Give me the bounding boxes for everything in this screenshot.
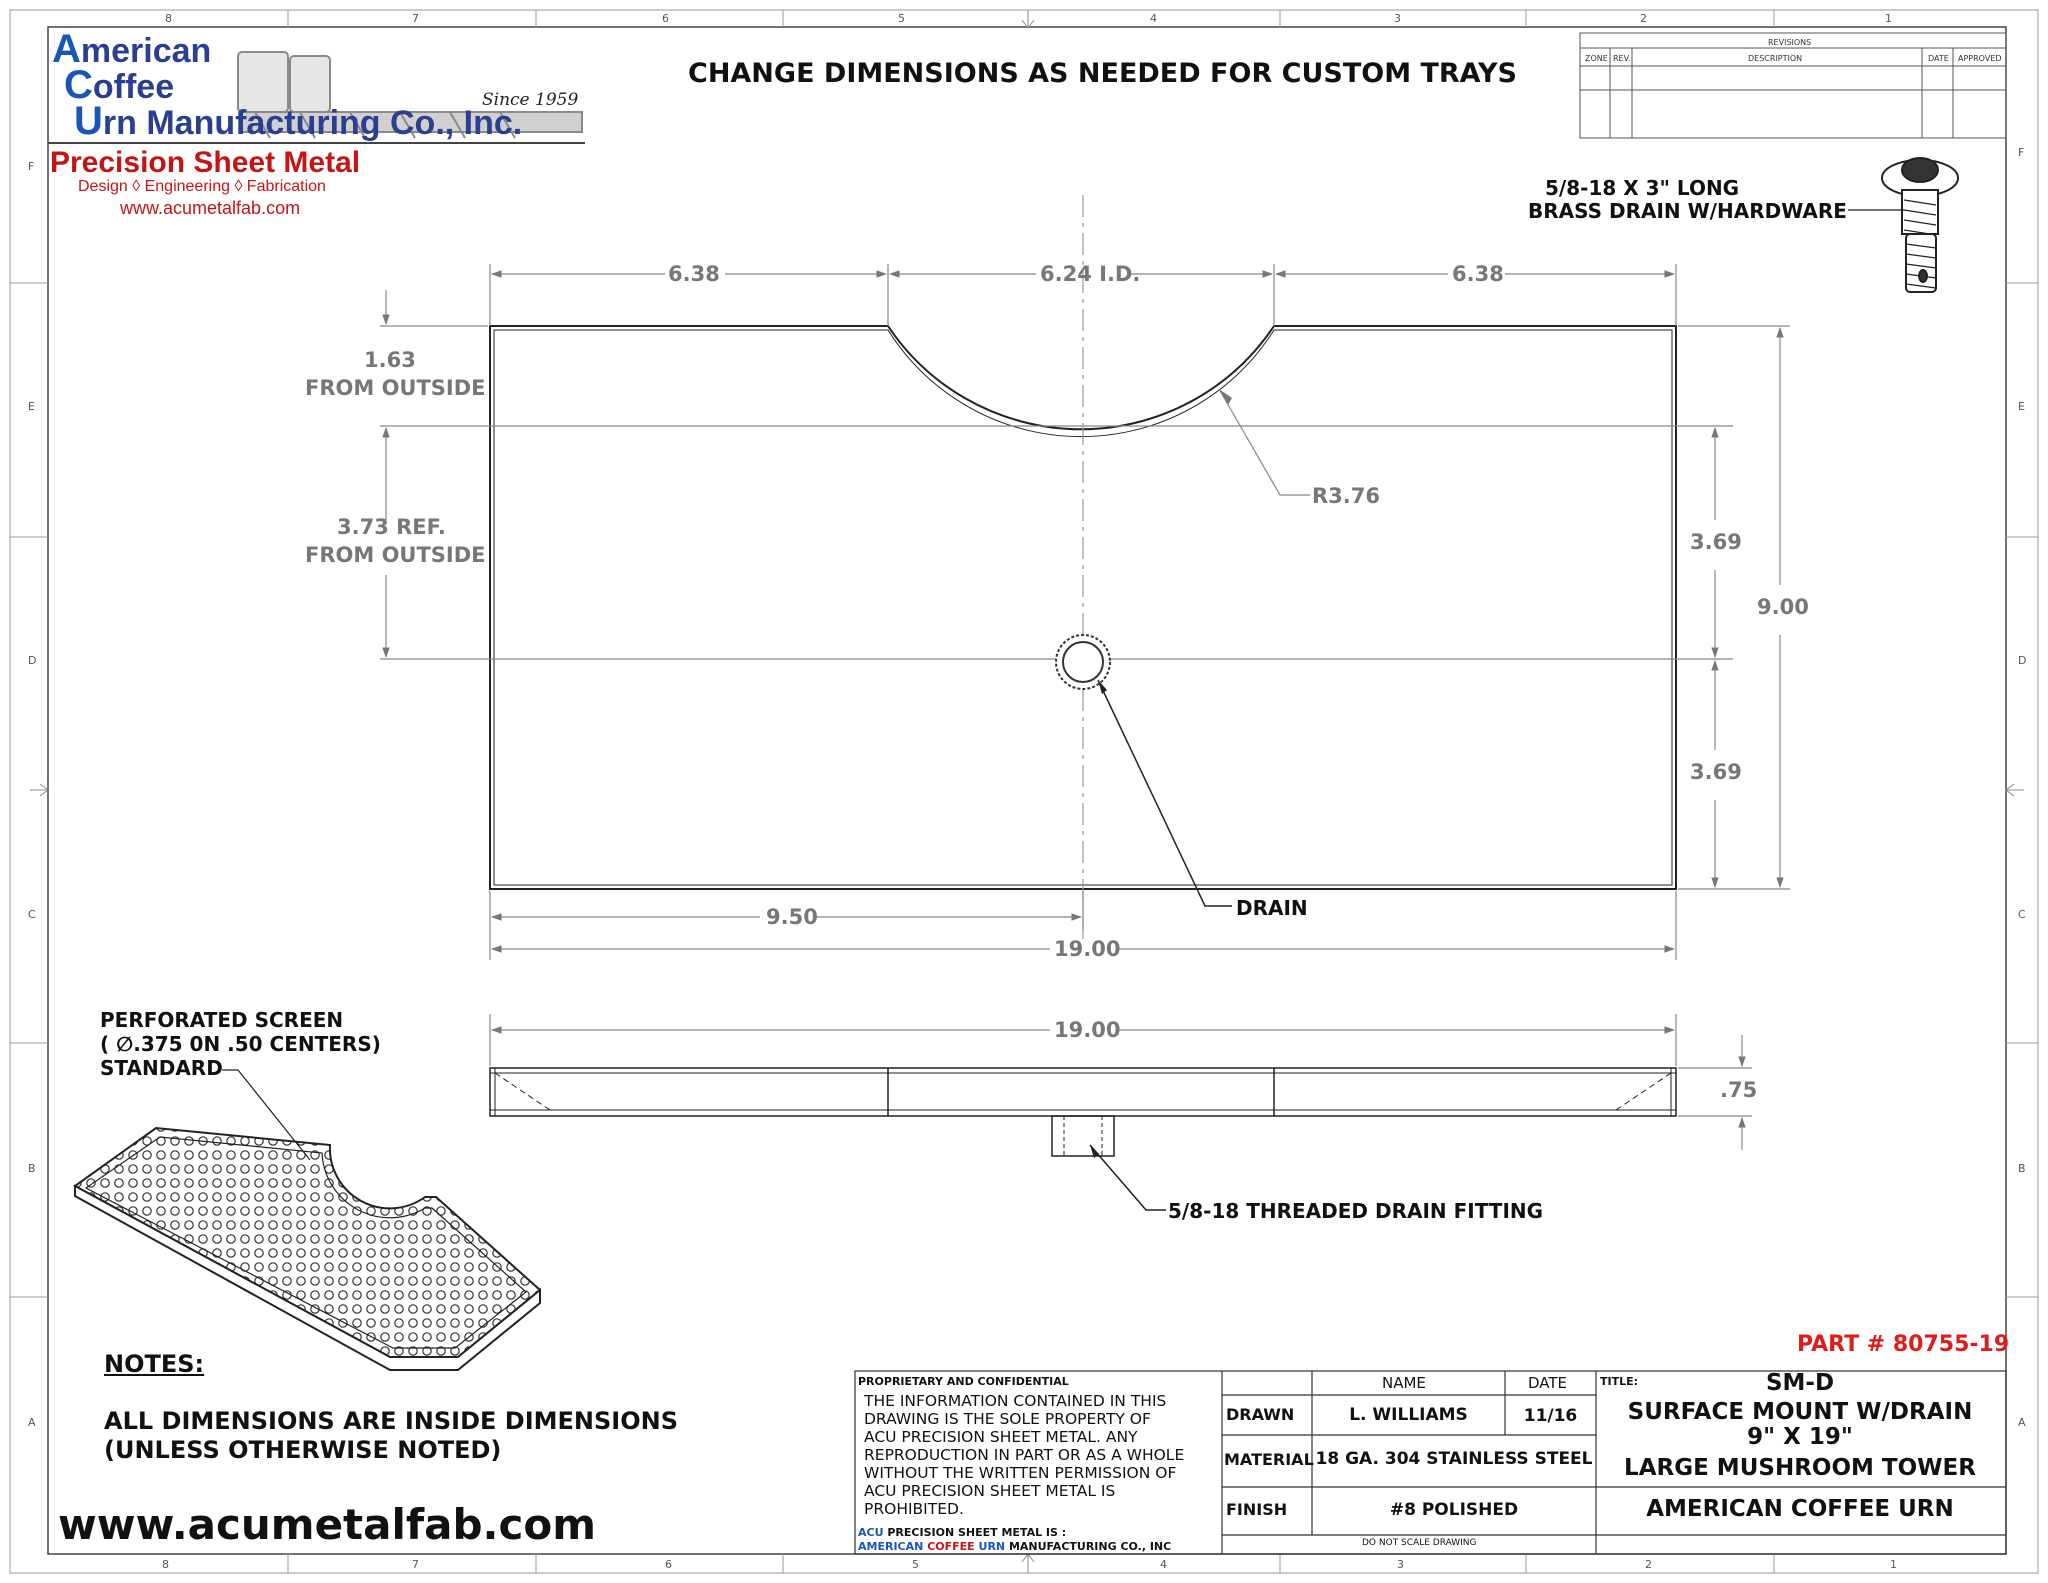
dim-075: .75 — [1720, 1078, 1758, 1102]
zone-col-4-bottom: 4 — [1160, 1558, 1167, 1571]
zone-col-2-bottom: 2 — [1645, 1558, 1652, 1571]
title-line-1: SM-D — [1765, 1370, 1835, 1396]
dim-left-top: 6.38 — [668, 262, 720, 286]
logo-url: www.acumetalfab.com — [120, 198, 301, 218]
proprietary-text — [864, 1392, 1184, 1518]
zone-col-1-top: 1 — [1885, 12, 1892, 25]
zone-col-5-bottom: 5 — [912, 1558, 919, 1571]
notes-line-2: (UNLESS OTHERWISE NOTED) — [104, 1436, 502, 1464]
drawn-date: 11/16 — [1523, 1406, 1578, 1426]
revisions-col-rev: REV. — [1613, 54, 1631, 63]
proprietary-line: ACU PRECISION SHEET METAL IS — [864, 1482, 1116, 1500]
zone-row-f-left: F — [28, 160, 35, 173]
dim-369-upper: 3.69 — [1690, 530, 1742, 554]
notes-heading: NOTES: — [104, 1350, 205, 1378]
acu-line-2: AMERICAN COFFEE URN MANUFACTURING CO., INC — [858, 1540, 1172, 1553]
zone-col-3-top: 3 — [1394, 12, 1401, 25]
zone-col-3-bottom: 3 — [1397, 1558, 1404, 1571]
perforated-screen-graphic — [75, 1128, 540, 1370]
proprietary-line: PROHIBITED. — [864, 1500, 964, 1518]
zone-row-d-left: D — [28, 654, 37, 667]
screen-label-1: PERFORATED SCREEN — [100, 1008, 344, 1032]
brass-drain-graphic — [1882, 158, 1958, 292]
finish-label: FINISH — [1226, 1500, 1288, 1519]
dim-center-top: 6.24 I.D. — [1040, 262, 1141, 286]
zone-row-a-left: A — [28, 1416, 36, 1429]
logo-precision-sheet-metal: Precision Sheet Metal — [50, 146, 361, 179]
finish-value: #8 POLISHED — [1389, 1500, 1519, 1520]
acu-line-1: ACU PRECISION SHEET METAL IS : — [858, 1526, 1067, 1539]
revisions-col-approved: APPROVED — [1958, 54, 2002, 63]
name-header: NAME — [1382, 1374, 1426, 1392]
dim-373-note: FROM OUTSIDE — [305, 543, 486, 567]
dim-163-note: FROM OUTSIDE — [305, 376, 486, 400]
zone-col-7-top: 7 — [412, 12, 419, 25]
dim-163: 1.63 — [364, 348, 416, 372]
dim-369-lower: 3.69 — [1690, 760, 1742, 784]
do-not-scale: DO NOT SCALE DRAWING — [1362, 1538, 1477, 1548]
dim-radius: R3.76 — [1312, 484, 1380, 508]
zone-row-c-left: C — [28, 908, 36, 921]
revisions-col-date: DATE — [1928, 54, 1949, 63]
title-label: TITLE: — [1600, 1375, 1639, 1388]
zone-col-7-bottom: 7 — [412, 1558, 419, 1571]
logo-line-coffee: Coffee — [64, 63, 175, 107]
zone-col-6-bottom: 6 — [665, 1558, 672, 1571]
revisions-table-lines — [1580, 33, 2006, 138]
proprietary-line: REPRODUCTION IN PART OR AS A WHOLE — [864, 1446, 1185, 1464]
zone-col-6-top: 6 — [662, 12, 669, 25]
dim-950: 9.50 — [766, 905, 818, 929]
proprietary-line: WITHOUT THE WRITTEN PERMISSION OF — [864, 1464, 1177, 1482]
zone-col-8-bottom: 8 — [162, 1558, 169, 1571]
zone-col-2-top: 2 — [1640, 12, 1647, 25]
drawn-label: DRAWN — [1226, 1405, 1295, 1424]
zone-row-b-left: B — [28, 1162, 36, 1175]
drawn-name: L. WILLIAMS — [1349, 1405, 1468, 1425]
zone-row-c-right: C — [2018, 908, 2026, 921]
logo-tagline: Design ◊ Engineering ◊ Fabrication — [78, 178, 326, 195]
dim-373: 3.73 REF. — [337, 515, 446, 539]
zone-row-e-left: E — [28, 400, 35, 413]
material-label: MATERIAL — [1224, 1450, 1314, 1469]
logo-line-american: American — [52, 27, 212, 71]
zone-col-1-bottom: 1 — [1890, 1558, 1897, 1571]
dim-1900-side: 19.00 — [1054, 1018, 1121, 1042]
title-line-3: 9" X 19" — [1747, 1424, 1853, 1450]
sheet-border-outer — [10, 10, 2038, 1573]
title-line-2: SURFACE MOUNT W/DRAIN — [1627, 1399, 1973, 1425]
logo-line-urn: Urn Manufacturing Co., Inc. — [74, 99, 523, 143]
zone-col-8-top: 8 — [165, 12, 172, 25]
customer-name: AMERICAN COFFEE URN — [1646, 1496, 1954, 1522]
part-number: PART # 80755-19 — [1797, 1332, 2010, 1357]
dim-1900-top: 19.00 — [1054, 937, 1121, 961]
revisions-title: REVISIONS — [1768, 38, 1812, 47]
notes-line-1: ALL DIMENSIONS ARE INSIDE DIMENSIONS — [104, 1407, 678, 1435]
zone-col-5-top: 5 — [898, 12, 905, 25]
tray-side-view — [490, 1068, 1676, 1156]
proprietary-line: DRAWING IS THE SOLE PROPERTY OF — [864, 1410, 1151, 1428]
revisions-col-zone: ZONE — [1585, 54, 1608, 63]
title-line-4: LARGE MUSHROOM TOWER — [1624, 1455, 1976, 1481]
screen-label-3: STANDARD — [100, 1056, 223, 1080]
zone-row-e-right: E — [2018, 400, 2025, 413]
brass-drain-label-1: 5/8-18 X 3" LONG — [1545, 176, 1740, 200]
proprietary-line: ACU PRECISION SHEET METAL. ANY — [864, 1428, 1138, 1446]
proprietary-heading: PROPRIETARY AND CONFIDENTIAL — [858, 1375, 1069, 1388]
dim-900: 9.00 — [1757, 595, 1809, 619]
zone-row-d-right: D — [2018, 654, 2027, 667]
zone-row-f-right: F — [2018, 146, 2025, 159]
brass-drain-label-2: BRASS DRAIN W/HARDWARE — [1528, 199, 1847, 223]
proprietary-line: THE INFORMATION CONTAINED IN THIS — [864, 1392, 1167, 1410]
threaded-fitting-label: 5/8-18 THREADED DRAIN FITTING — [1168, 1199, 1544, 1223]
material-value: 18 GA. 304 STAINLESS STEEL — [1315, 1449, 1593, 1469]
zone-row-b-right: B — [2018, 1162, 2026, 1175]
drain-label: DRAIN — [1236, 896, 1308, 920]
logo-since: Since 1959 — [482, 90, 579, 110]
zone-row-a-right: A — [2018, 1416, 2026, 1429]
revisions-col-description: DESCRIPTION — [1748, 54, 1803, 63]
zone-col-4-top: 4 — [1150, 12, 1157, 25]
footer-url: www.acumetalfab.com — [58, 1500, 597, 1549]
date-header: DATE — [1528, 1374, 1568, 1392]
zone-ticks — [10, 10, 2038, 1573]
page-heading: CHANGE DIMENSIONS AS NEEDED FOR CUSTOM TRAYS — [688, 58, 1517, 89]
screen-label-2: ( ∅.375 0N .50 CENTERS) — [100, 1032, 381, 1056]
dim-right-top: 6.38 — [1452, 262, 1504, 286]
